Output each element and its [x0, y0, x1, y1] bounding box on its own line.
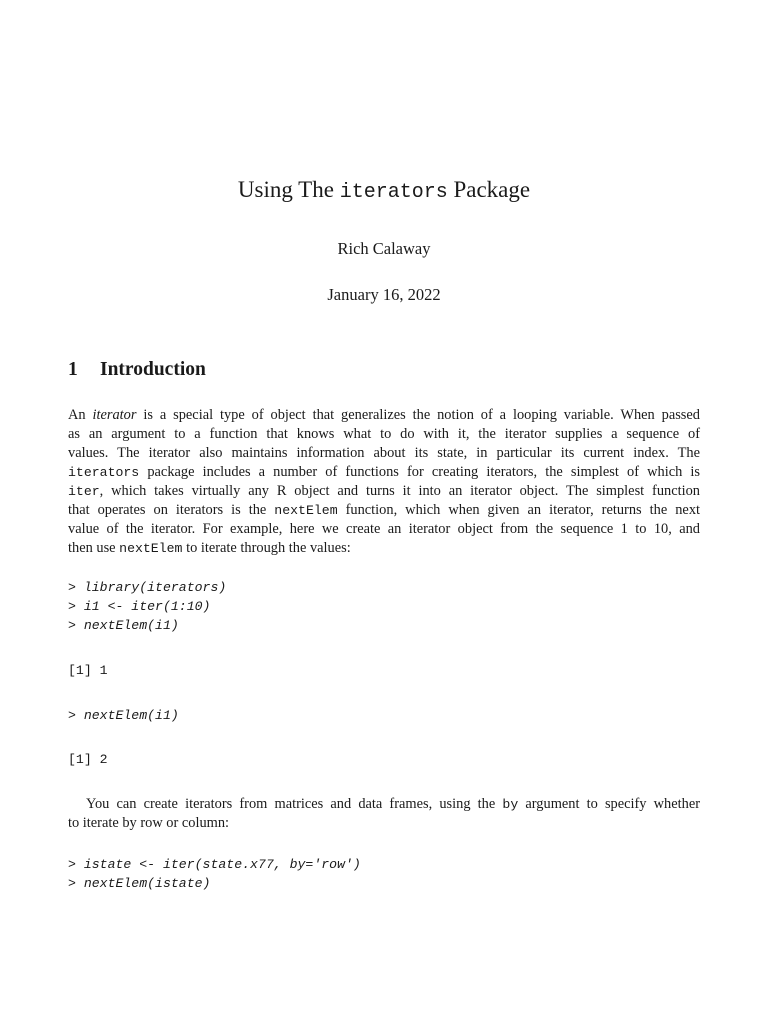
text-line: You can create iterators from matrices and data frames, using the by argument to specify whether: [86, 796, 701, 812]
code-block-input: [68, 578, 226, 635]
title-text-after: Package: [453, 177, 531, 202]
section-title: Introduction: [100, 359, 206, 380]
section-number: 1: [68, 359, 78, 380]
text-line: then use nextElem to iterate through the values:: [68, 540, 351, 556]
text-line: values. The iterator also maintains information about its state, in particular its current index. The: [68, 445, 700, 461]
code-block-input: [68, 706, 179, 725]
inline-code: nextElem: [274, 503, 338, 518]
code-line: > nextElem(i1): [68, 618, 179, 633]
text-line: that operates on iterators is the nextElem function, which when given an iterator, returns the next: [68, 502, 701, 518]
code-output: [1] 2: [68, 752, 108, 767]
text-line: as an argument to a function that knows what to do with it, the iterator supplies a sequence of: [68, 426, 700, 442]
text-line: iter, which takes virtually any R object and turns it into an iterator object. The simplest function: [68, 483, 700, 499]
code-output: [1] 1: [68, 663, 108, 678]
document-author: Rich Calaway: [337, 239, 431, 258]
intro-paragraph: [68, 406, 700, 558]
code-line: > nextElem(istate): [68, 876, 211, 891]
section-heading: [68, 357, 206, 383]
title-package-name: iterators: [339, 181, 448, 204]
code-line: > istate <- iter(state.x77, by='row'): [68, 857, 361, 872]
inline-code: by: [502, 797, 519, 812]
inline-code: iterators: [68, 465, 140, 480]
text-line: An iterator is a special type of object that generalizes the notion of a looping variable. When passed: [68, 407, 700, 423]
emphasis-text: iterator: [92, 407, 137, 423]
text-line: to iterate by row or column:: [68, 815, 230, 831]
text-line: value of the iterator. For example, here we create an iterator object from the sequence 1 to 10, and: [68, 521, 700, 537]
paragraph: [68, 795, 700, 833]
code-line: > i1 <- iter(1:10): [68, 599, 211, 614]
code-line: > nextElem(i1): [68, 708, 179, 723]
inline-code: nextElem: [119, 541, 183, 556]
document-title: [0, 174, 768, 209]
code-block-input: [68, 855, 361, 893]
code-line: > library(iterators): [68, 580, 227, 595]
title-text-before: Using The: [237, 177, 334, 202]
text-line: iterators package includes a number of functions for creating iterators, the simplest of which is: [68, 464, 700, 480]
document-date: January 16, 2022: [327, 285, 441, 304]
inline-code: iter: [68, 484, 100, 499]
